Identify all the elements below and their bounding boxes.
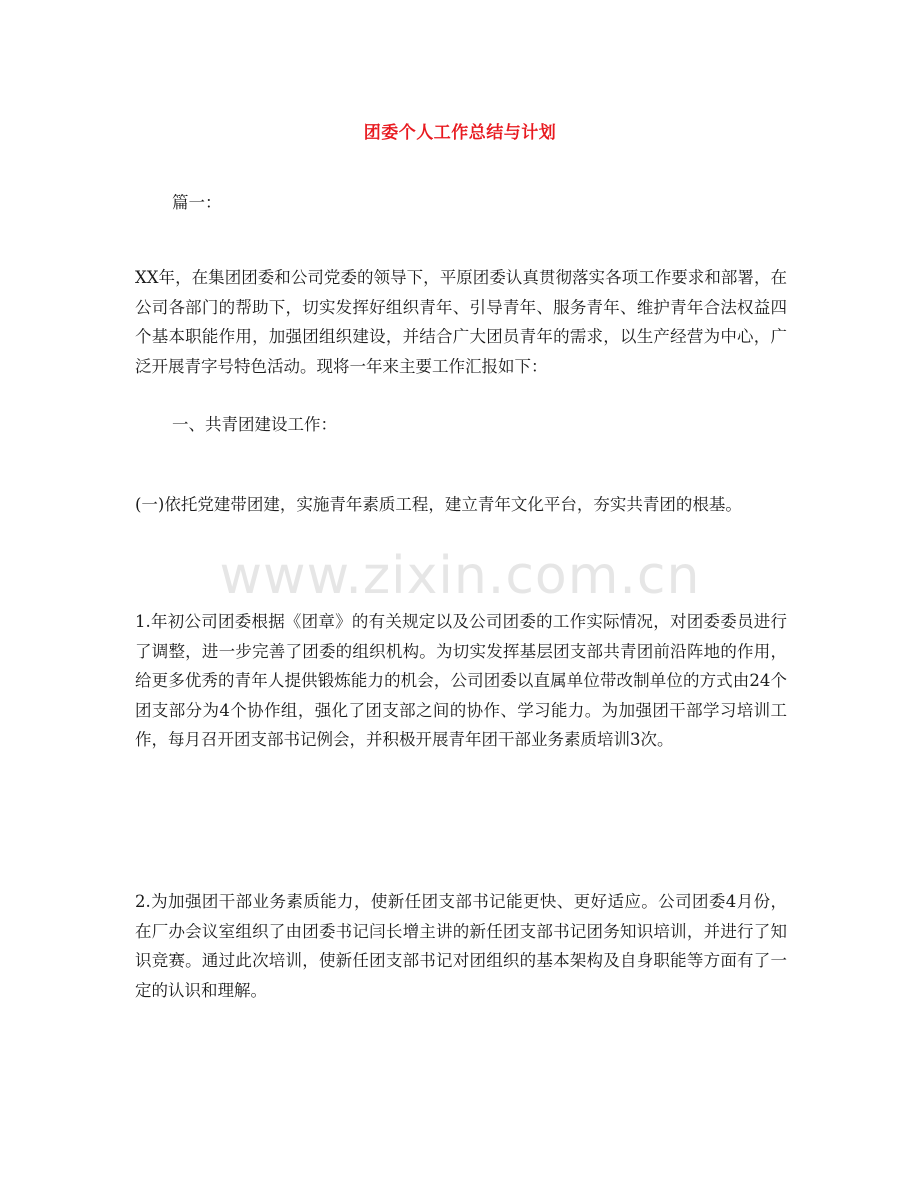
watermark: www.zixin.com.cn xyxy=(219,546,701,606)
paragraph-item-2: 2.为加强团干部业务素质能力，使新任团支部书记能更快、更好适应。公司团委4月份，在厂办会议室组织了由团委书记闫长增主讲的新任团支部书记团务知识培训，并进行了知识竞赛。通过此次培训，使新任团支部书记对团组织的基本架构及自身职能等方面有了一定的认识和理解。 xyxy=(135,892,787,1000)
subheading-1: (一)依托党建带团建，实施青年素质工程，建立青年文化平台，夯实共青团的根基。 xyxy=(135,495,742,514)
intro-paragraph: XX年，在集团团委和公司党委的领导下，平原团委认真贯彻落实各项工作要求和部署，在公司各部门的帮助下，切实发挥好组织青年、引导青年、服务青年、维护青年合法权益四个基本职能作用，加强团组织建设，并结合广大团员青年的需求，以生产经营为中心，广泛开展青字号特色活动。现将一年来主要工作汇报如下： xyxy=(135,268,787,376)
document-title: 团委个人工作总结与计划 xyxy=(363,123,557,143)
section-label: 篇一： xyxy=(172,193,222,212)
heading-1: 一、共青团建设工作： xyxy=(172,415,337,434)
paragraph-item-1: 1.年初公司团委根据《团章》的有关规定以及公司团委的工作实际情况，对团委委员进行了调整，进一步完善了团委的组织机构。为切实发挥基层团支部共青团前沿阵地的作用，给更多优秀的青年人提供锻炼能力的机会，公司团委以直属单位带改制单位的方式由24个团支部分为4个协作组，强化了团支部之间的协作、学习能力。为加强团干部学习培训工作，每月召开团支部书记例会，并积极开展青年团干部业务素质培训3次。 xyxy=(135,612,787,749)
